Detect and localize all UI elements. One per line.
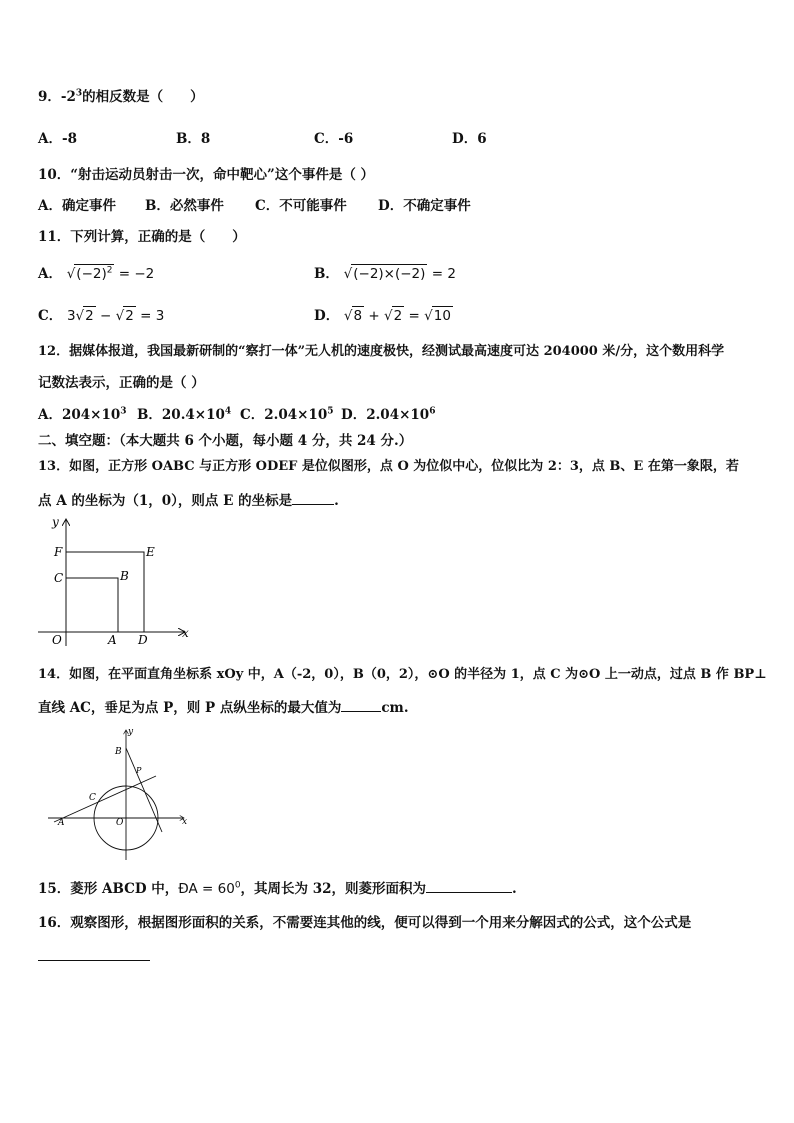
q15-pre: 15．菱形 ABCD 中， — [38, 881, 179, 897]
q13-square-odef — [66, 552, 144, 632]
q16-answer-blank[interactable] — [38, 960, 150, 961]
q13-line2-end: . — [334, 493, 339, 509]
q13-label-x: x — [182, 626, 189, 640]
q13-figure — [36, 514, 196, 648]
q13-label-b: B — [120, 569, 129, 583]
q11-c-radicand-1: 2 — [85, 308, 94, 324]
q13-label-o: O — [52, 633, 62, 647]
q13-label-c: C — [54, 571, 64, 585]
section-2-heading: 二、填空题：（本大题共 6 个小题，每小题 4 分，共 24 分.） — [38, 433, 413, 449]
q12-option-c[interactable] — [240, 406, 334, 424]
q11-option-c[interactable] — [38, 306, 164, 325]
q16-stem: 16．观察图形，根据图形面积的关系，不需要连其他的线，便可以得到一个用来分解因式的公式，这个公式是 — [38, 915, 692, 931]
q11-option-b-expr: √(−2)×(−2) = 2 — [343, 266, 456, 282]
q11-c-rhs: = 3 — [135, 308, 165, 324]
q11-option-d-expr: √8 + √2 = √10 — [343, 308, 451, 324]
q11-option-a-label: A． — [38, 266, 62, 282]
q11-c-minus: − — [95, 308, 116, 324]
q11-a-rhs: = −2 — [114, 266, 155, 282]
q12-c-base: C．2.04×10 — [240, 407, 328, 423]
q11-option-c-expr: 3√2 − √2 = 3 — [66, 308, 165, 324]
q11-option-b[interactable] — [314, 264, 456, 283]
q14-line2-text: 直线 AC，垂足为点 P，则 P 点纵坐标的最大值为 — [38, 700, 342, 716]
q12-stem-line2: 记数法表示，正确的是（ ） — [38, 375, 205, 391]
q12-option-a[interactable] — [38, 406, 127, 424]
q9-exponent: 3 — [75, 88, 83, 99]
q11-c-coef: 3 — [66, 308, 76, 324]
q11-b-rhs: = 2 — [427, 266, 456, 282]
q13-label-f: F — [54, 545, 63, 559]
q14-label-o: O — [116, 818, 124, 828]
q11-d-radicand-1: 8 — [353, 308, 363, 324]
q9-option-a[interactable]: A．-8 — [38, 131, 77, 147]
q15-answer-blank[interactable] — [426, 878, 512, 893]
q11-a-radicand: (−2) — [76, 266, 107, 282]
q14-label-p: P — [136, 766, 142, 775]
q10-option-c[interactable]: C．不可能事件 — [255, 198, 347, 214]
q15-angle-text: ÐA = 60 — [178, 881, 235, 897]
q12-c-exp: 5 — [327, 406, 334, 417]
q9-stem — [38, 88, 204, 106]
q11-c-radicand-2: 2 — [125, 308, 134, 324]
q10-stem: 10．“射击运动员射击一次，命中靶心”这个事件是（ ） — [38, 167, 375, 183]
q14-line-bp — [126, 748, 162, 832]
q13-stem-line2 — [38, 490, 339, 510]
q15-end: . — [512, 881, 517, 897]
q14-answer-blank[interactable] — [341, 697, 381, 712]
q13-label-e: E — [146, 545, 155, 559]
q12-a-base: A．204×10 — [38, 407, 121, 423]
q14-stem-line2 — [38, 697, 409, 717]
q9-stem-tail: 的相反数是（ ） — [82, 89, 204, 105]
q15-angle — [178, 881, 240, 897]
q12-d-base: D．2.04×10 — [341, 407, 430, 423]
q9-stem-text: 9．-2 — [38, 89, 76, 105]
q9-option-d[interactable]: D．6 — [452, 131, 487, 147]
q10-option-a[interactable]: A．确定事件 — [38, 198, 116, 214]
q11-d-equals: = — [404, 308, 425, 324]
q9-option-b[interactable]: B．8 — [176, 131, 211, 147]
q11-option-d[interactable] — [314, 306, 453, 325]
q13-answer-blank[interactable] — [292, 490, 334, 505]
q15-angle-exp: 0 — [234, 880, 241, 891]
q12-option-d[interactable] — [341, 406, 435, 424]
q13-label-d: D — [138, 633, 148, 647]
q14-label-a: A — [58, 818, 65, 828]
q14-stem-line1: 14．如图，在平面直角坐标系 xOy 中，A（-2，0），B（0，2），⊙O 的半径为 1，点 C 为⊙O 上一动点，过点 B 作 BP⊥ — [38, 667, 767, 682]
q13-square-oabc — [66, 578, 118, 632]
q14-label-y: y — [128, 727, 134, 737]
q11-d-plus: + — [364, 308, 385, 324]
q12-b-base: B．20.4×10 — [137, 407, 225, 423]
q12-a-exp: 3 — [120, 406, 127, 417]
q12-option-b[interactable] — [137, 406, 231, 424]
q11-option-c-label: C． — [38, 308, 63, 324]
q15-post: ，其周长为 32，则菱形面积为 — [240, 881, 427, 897]
q12-b-exp: 4 — [224, 406, 232, 417]
q11-option-a-expr: $√(-2)^2 = -2$ — [66, 265, 155, 282]
q10-option-d[interactable]: D．不确定事件 — [378, 198, 471, 214]
q11-stem: 11．下列计算，正确的是（ ） — [38, 229, 246, 245]
q13-stem-line1: 13．如图，正方形 OABC 与正方形 ODEF 是位似图形，点 O 为位似中心，位似比为 2：3，点 B、E 在第一象限，若 — [38, 459, 739, 474]
q13-label-y: y — [52, 515, 59, 529]
q13-label-a: A — [108, 633, 117, 647]
q9-option-c[interactable]: C．-6 — [314, 131, 354, 147]
q14-line2-end: cm. — [381, 700, 409, 716]
q14-label-c: C — [89, 793, 96, 803]
q11-option-b-label: B． — [314, 266, 339, 282]
q13-line2-text: 点 A 的坐标为（1，0），则点 E 的坐标是 — [38, 493, 293, 509]
q14-figure — [44, 724, 192, 864]
q10-option-b[interactable]: B．必然事件 — [145, 198, 224, 214]
q12-stem-line1: 12．据媒体报道，我国最新研制的“察打一体”无人机的速度极快，经测试最高速度可达 204000 米/分，这个数用科学 — [38, 344, 725, 359]
q11-b-radicand: (−2)×(−2) — [353, 266, 426, 282]
q12-d-exp: 6 — [429, 406, 436, 417]
q11-a-exponent: 2 — [106, 265, 113, 276]
q11-d-radicand-2: 2 — [393, 308, 403, 324]
q14-label-x: x — [182, 817, 188, 827]
q15-stem — [38, 878, 517, 898]
q14-label-b: B — [115, 747, 122, 757]
q11-option-a[interactable] — [38, 264, 154, 283]
q11-option-d-label: D． — [314, 308, 340, 324]
q11-d-radicand-3: 10 — [433, 308, 451, 324]
